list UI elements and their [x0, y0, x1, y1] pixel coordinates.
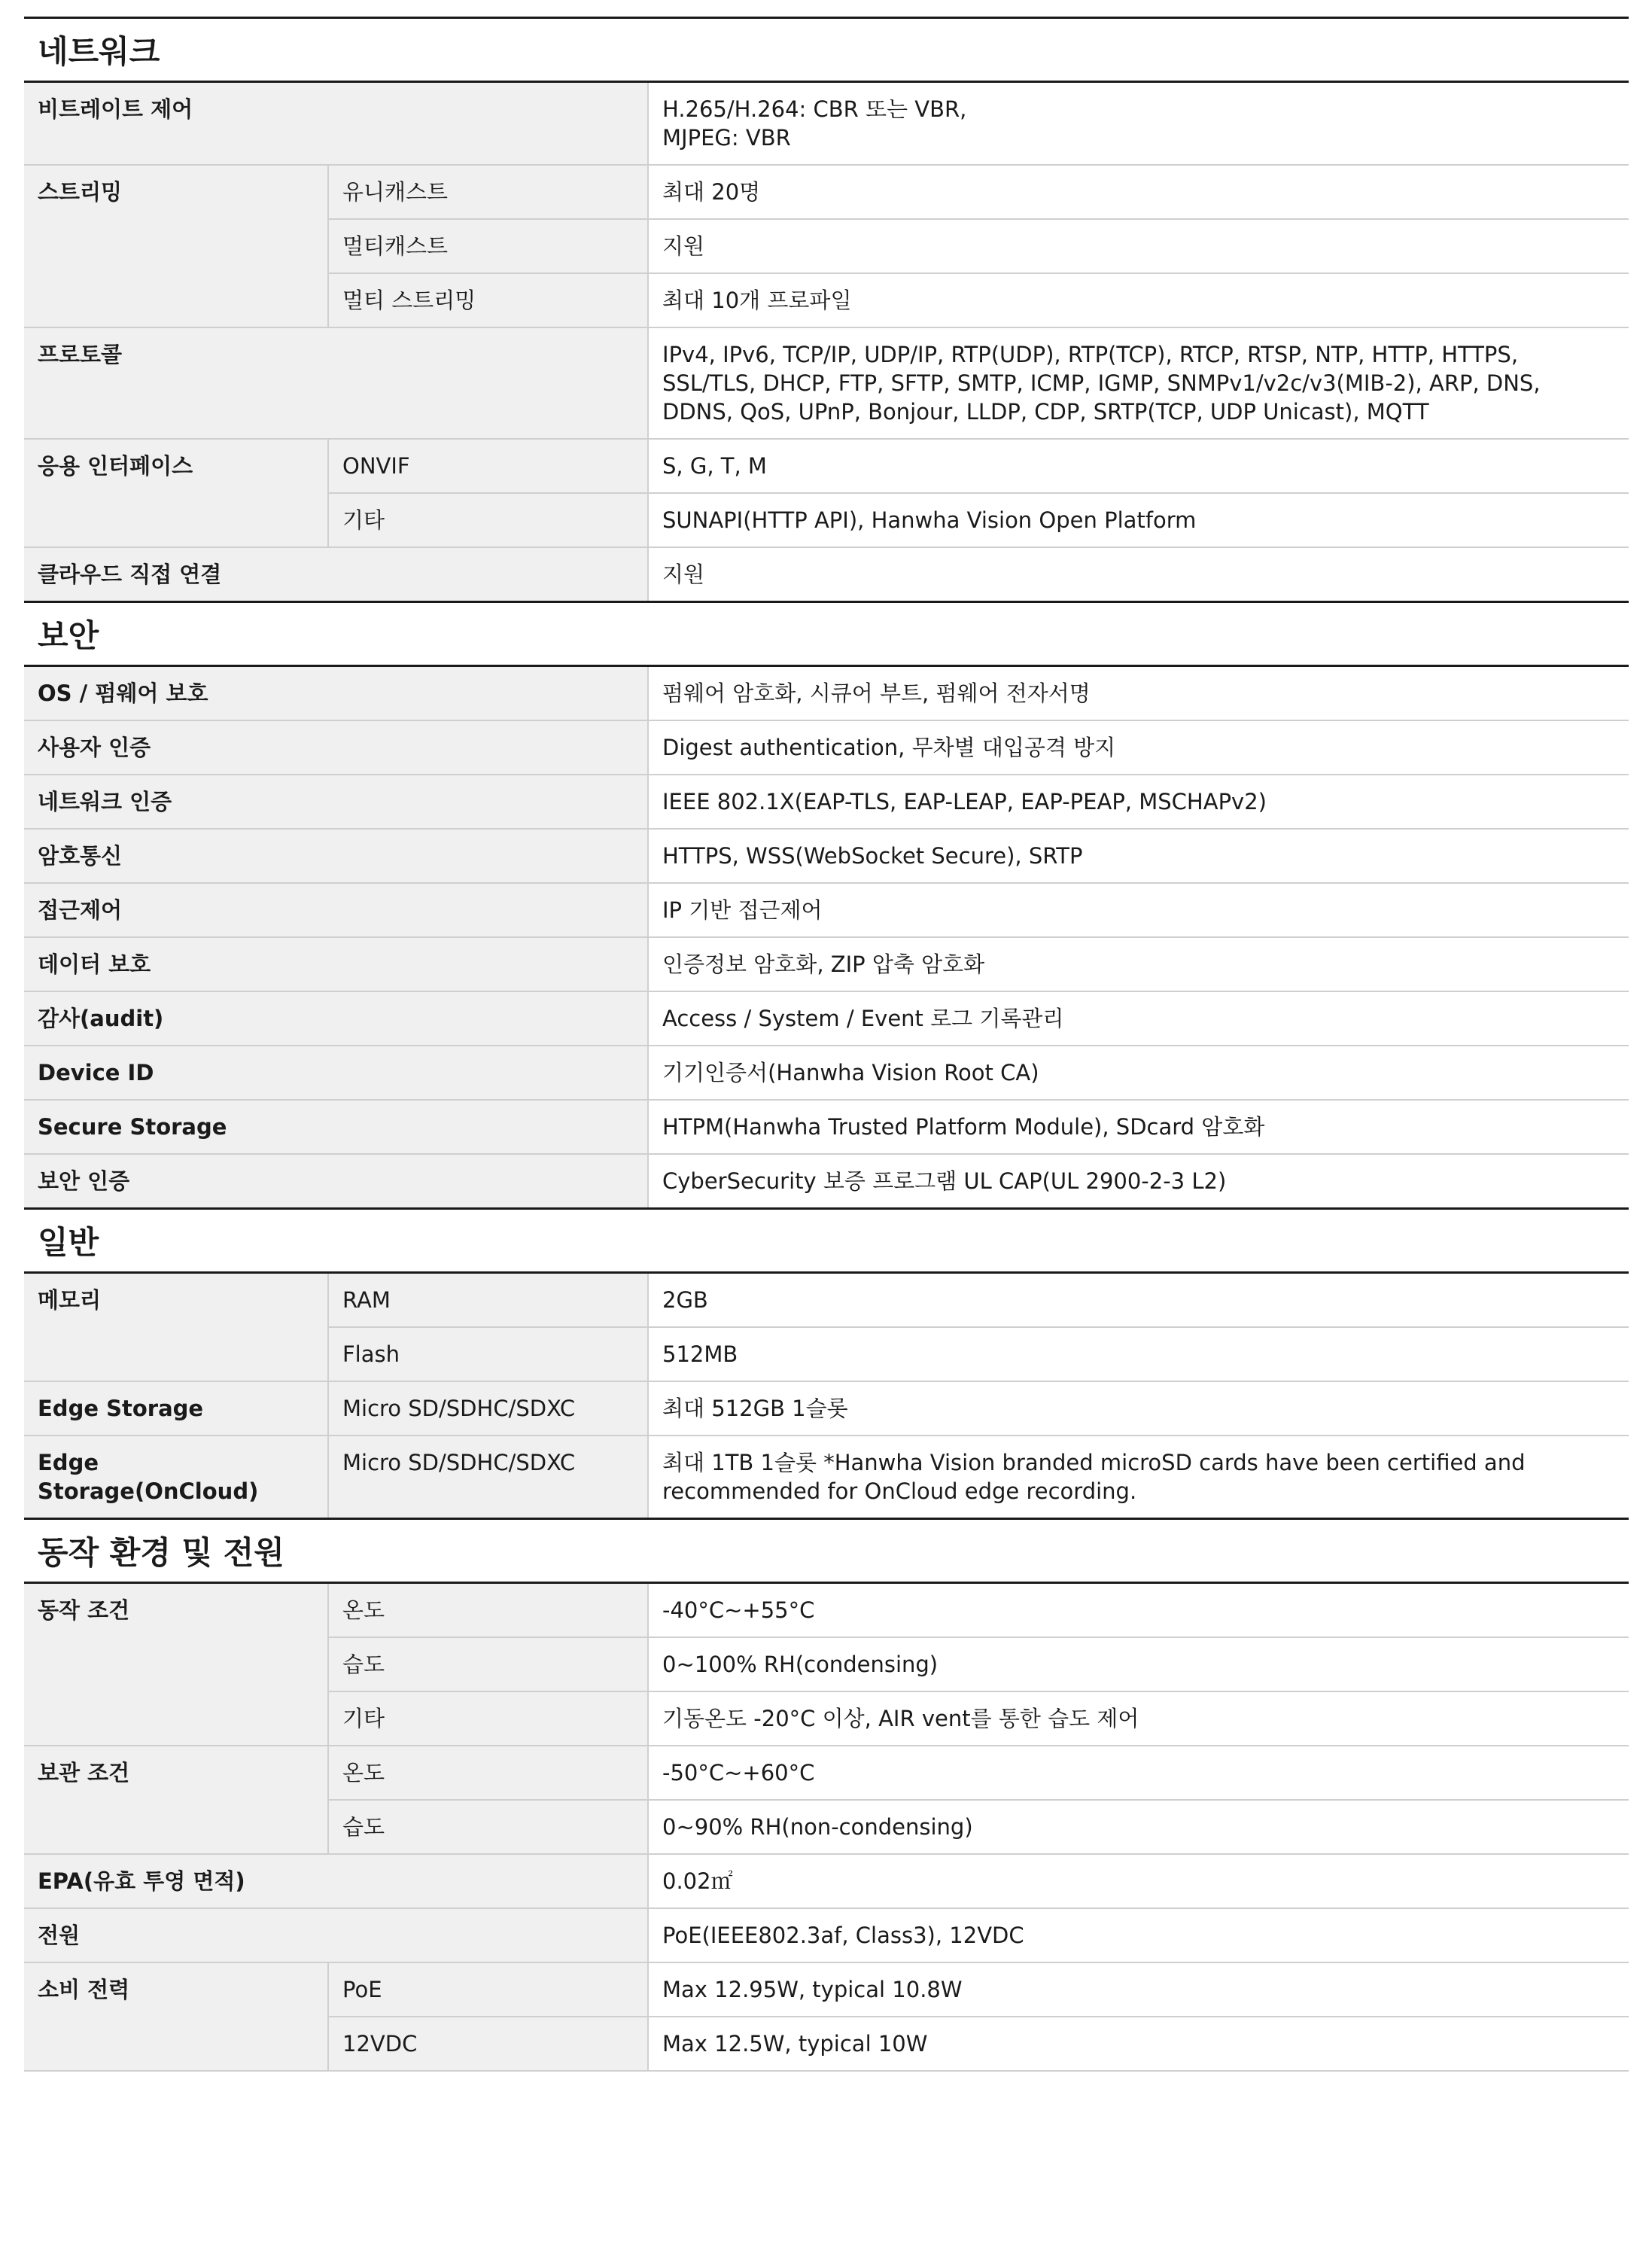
- spec-sheet: [24, 17, 1629, 2072]
- row-sublabel: 습도: [328, 1800, 648, 1854]
- row-value: CyberSecurity 보증 프로그램 UL CAP(UL 2900-2-3 L2): [648, 1154, 1629, 1207]
- row-sublabel: ONVIF: [328, 439, 648, 493]
- row-label: 소비 전력: [24, 1962, 328, 2071]
- row-value: Max 12.95W, typical 10.8W: [648, 1962, 1629, 2017]
- spec-table: [24, 1584, 1629, 2072]
- row-label: Edge Storage: [24, 1381, 328, 1436]
- section-title: 동작 환경 및 전원: [24, 1518, 1629, 1584]
- row-sublabel: 기타: [328, 1691, 648, 1746]
- spec-table: [24, 1274, 1629, 1518]
- spec-row: [24, 547, 1629, 601]
- row-sublabel: 온도: [328, 1584, 648, 1637]
- spec-row: [24, 883, 1629, 937]
- row-value: 지원: [648, 219, 1629, 273]
- spec-row: [24, 667, 1629, 720]
- row-value: HTPM(Hanwha Trusted Platform Module), SDcard 암호화: [648, 1100, 1629, 1154]
- row-value: IPv4, IPv6, TCP/IP, UDP/IP, RTP(UDP), RTP(TCP), RTCP, RTSP, NTP, HTTP, HTTPS, SSL/TLS, DHCP, FTP, SFTP, SMTP, ICMP, IGMP, SNMPv1/v2c/v3(MIB-2), ARP, DNS, DDNS, QoS, UPnP, Bonjour, LLDP, CDP, SRTP(TCP, UDP Unicast), MQTT: [648, 327, 1629, 439]
- row-sublabel: PoE: [328, 1962, 648, 2017]
- spec-row: [24, 1584, 1629, 1637]
- spec-row: [24, 1274, 1629, 1327]
- spec-row: [24, 1381, 1629, 1436]
- section-title: 보안: [24, 601, 1629, 667]
- spec-table: [24, 667, 1629, 1207]
- row-value: IP 기반 접근제어: [648, 883, 1629, 937]
- row-value: Max 12.5W, typical 10W: [648, 2017, 1629, 2071]
- row-value: 512MB: [648, 1327, 1629, 1381]
- spec-row: [24, 1746, 1629, 1800]
- spec-row: [24, 829, 1629, 883]
- row-label: 데이터 보호: [24, 937, 648, 991]
- row-value: 최대 512GB 1슬롯: [648, 1381, 1629, 1436]
- row-label: 네트워크 인증: [24, 775, 648, 829]
- row-sublabel: 기타: [328, 493, 648, 547]
- row-value: 펌웨어 암호화, 시큐어 부트, 펌웨어 전자서명: [648, 667, 1629, 720]
- row-value: 지원: [648, 547, 1629, 601]
- row-value: 최대 1TB 1슬롯 *Hanwha Vision branded microSD cards have been certified and recommended for OnCloud edge recording.: [648, 1436, 1629, 1518]
- row-value: S, G, T, M: [648, 439, 1629, 493]
- row-value: -40°C~+55°C: [648, 1584, 1629, 1637]
- row-value: -50°C~+60°C: [648, 1746, 1629, 1800]
- row-label: 전원: [24, 1908, 648, 1962]
- spec-row: [24, 1046, 1629, 1100]
- row-label: Secure Storage: [24, 1100, 648, 1154]
- row-label: EPA(유효 투영 면적): [24, 1854, 648, 1908]
- spec-row: [24, 83, 1629, 165]
- spec-row: [24, 1154, 1629, 1207]
- row-label: 보관 조건: [24, 1746, 328, 1854]
- row-value: 최대 20명: [648, 165, 1629, 219]
- spec-row: [24, 327, 1629, 439]
- spec-row: [24, 937, 1629, 991]
- row-value: 0.02㎡: [648, 1854, 1629, 1908]
- spec-row: [24, 720, 1629, 775]
- row-label: OS / 펌웨어 보호: [24, 667, 648, 720]
- spec-row: [24, 1100, 1629, 1154]
- row-sublabel: Micro SD/SDHC/SDXC: [328, 1436, 648, 1518]
- row-label: 응용 인터페이스: [24, 439, 328, 547]
- spec-row: [24, 1436, 1629, 1518]
- row-label: 비트레이트 제어: [24, 83, 648, 165]
- row-value: Digest authentication, 무차별 대입공격 방지: [648, 720, 1629, 775]
- section-title: 일반: [24, 1207, 1629, 1274]
- spec-row: [24, 1962, 1629, 2017]
- row-value: Access / System / Event 로그 기록관리: [648, 991, 1629, 1046]
- row-label: 사용자 인증: [24, 720, 648, 775]
- row-label: Device ID: [24, 1046, 648, 1100]
- row-label: 스트리밍: [24, 165, 328, 327]
- row-label: 암호통신: [24, 829, 648, 883]
- row-sublabel: RAM: [328, 1274, 648, 1327]
- row-label: 클라우드 직접 연결: [24, 547, 648, 601]
- row-value: PoE(IEEE802.3af, Class3), 12VDC: [648, 1908, 1629, 1962]
- row-value: 인증정보 암호화, ZIP 압축 암호화: [648, 937, 1629, 991]
- row-sublabel: 멀티캐스트: [328, 219, 648, 273]
- row-sublabel: Flash: [328, 1327, 648, 1381]
- spec-row: [24, 1854, 1629, 1908]
- row-label: 동작 조건: [24, 1584, 328, 1746]
- row-label: 메모리: [24, 1274, 328, 1381]
- row-sublabel: 습도: [328, 1637, 648, 1691]
- row-value: 0~100% RH(condensing): [648, 1637, 1629, 1691]
- row-label: 감사(audit): [24, 991, 648, 1046]
- spec-row: [24, 1908, 1629, 1962]
- row-value: 기동온도 -20°C 이상, AIR vent를 통한 습도 제어: [648, 1691, 1629, 1746]
- row-value: 2GB: [648, 1274, 1629, 1327]
- row-sublabel: Micro SD/SDHC/SDXC: [328, 1381, 648, 1436]
- row-value: H.265/H.264: CBR 또는 VBR, MJPEG: VBR: [648, 83, 1629, 165]
- section-title: 네트워크: [24, 17, 1629, 83]
- row-sublabel: 유니캐스트: [328, 165, 648, 219]
- spec-row: [24, 165, 1629, 219]
- row-value: 최대 10개 프로파일: [648, 273, 1629, 327]
- row-value: 0~90% RH(non-condensing): [648, 1800, 1629, 1854]
- row-sublabel: 12VDC: [328, 2017, 648, 2071]
- spec-row: [24, 439, 1629, 493]
- row-sublabel: 온도: [328, 1746, 648, 1800]
- row-sublabel: 멀티 스트리밍: [328, 273, 648, 327]
- row-label: 보안 인증: [24, 1154, 648, 1207]
- row-label: Edge Storage(OnCloud): [24, 1436, 328, 1518]
- row-value: SUNAPI(HTTP API), Hanwha Vision Open Platform: [648, 493, 1629, 547]
- spec-row: [24, 991, 1629, 1046]
- row-value: 기기인증서(Hanwha Vision Root CA): [648, 1046, 1629, 1100]
- row-label: 프로토콜: [24, 327, 648, 439]
- row-label: 접근제어: [24, 883, 648, 937]
- row-value: HTTPS, WSS(WebSocket Secure), SRTP: [648, 829, 1629, 883]
- row-value: IEEE 802.1X(EAP-TLS, EAP-LEAP, EAP-PEAP, MSCHAPv2): [648, 775, 1629, 829]
- spec-table: [24, 83, 1629, 601]
- spec-row: [24, 775, 1629, 829]
